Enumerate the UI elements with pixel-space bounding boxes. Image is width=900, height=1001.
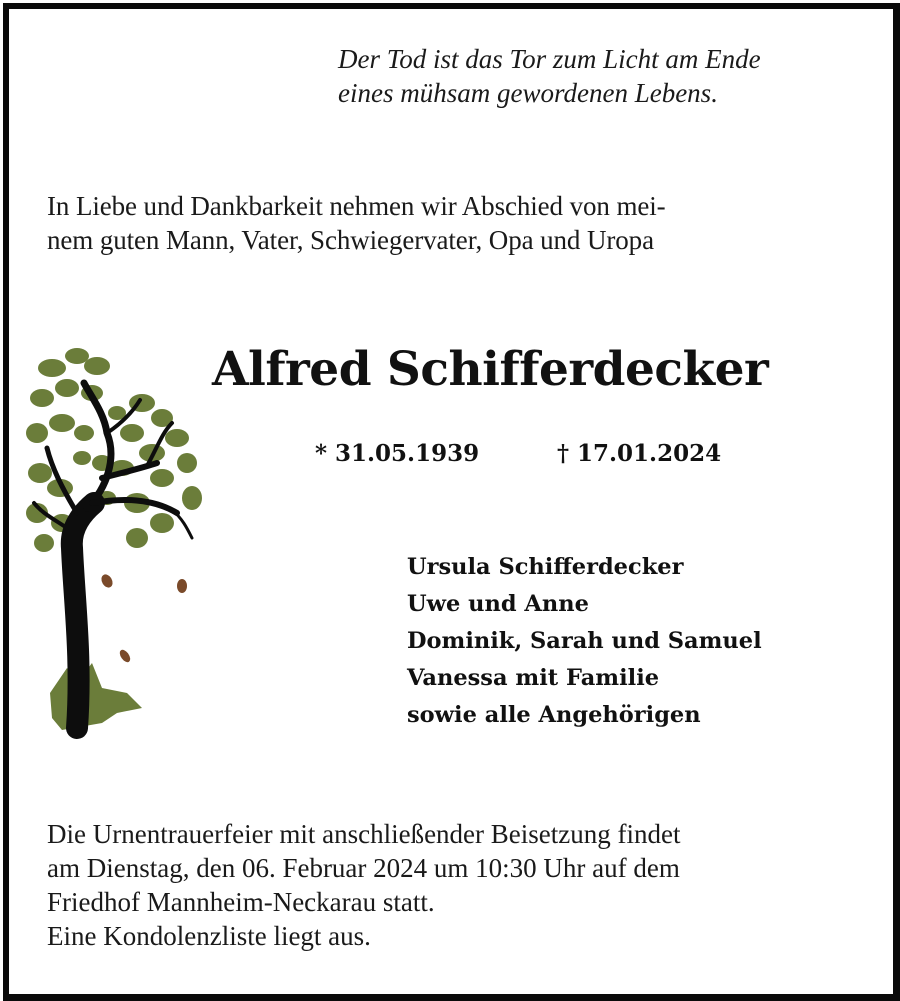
motto-line: Der Tod ist das Tor zum Licht am Ende [338, 44, 761, 74]
mourner: Dominik, Sarah und Samuel [407, 628, 762, 654]
mourner: Ursula Schifferdecker [407, 554, 684, 580]
motto-quote [338, 42, 878, 110]
funeral-line: Friedhof Mannheim-Neckarau statt. [47, 887, 435, 917]
intro-line: nem guten Mann, Vater, Schwiegervater, Opa und Uropa [47, 225, 654, 255]
funeral-info [47, 817, 877, 953]
funeral-line: Eine Kondolenzliste liegt aus. [47, 921, 371, 951]
motto-line: eines mühsam gewordenen Lebens. [338, 78, 718, 108]
intro-text [47, 189, 877, 257]
funeral-line: am Dienstag, den 06. Februar 2024 um 10:30 Uhr auf dem [47, 853, 680, 883]
birth-date: * 31.05.1939 [315, 440, 480, 467]
intro-line: In Liebe und Dankbarkeit nehmen wir Abschied von mei- [47, 191, 666, 221]
mourner: sowie alle Angehörigen [407, 702, 701, 728]
death-date: † 17.01.2024 [557, 440, 722, 467]
tree-icon [22, 338, 212, 748]
mourner: Vanessa mit Familie [407, 665, 660, 691]
deceased-name: Alfred Schifferdecker [212, 342, 769, 397]
mourner: Uwe und Anne [407, 591, 589, 617]
funeral-line: Die Urnentrauerfeier mit anschließender Beisetzung findet [47, 819, 681, 849]
mourners-list [407, 549, 867, 734]
